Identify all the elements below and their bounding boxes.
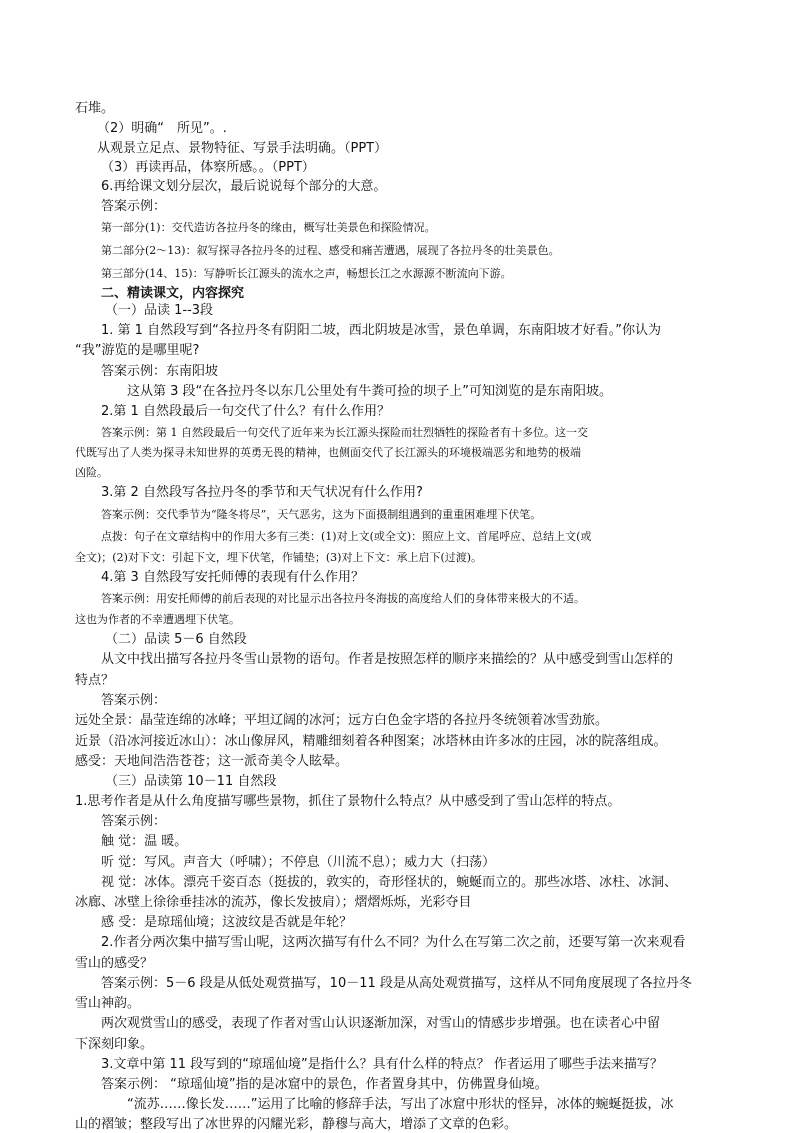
answer-text: 雪山神韵。 xyxy=(75,996,141,1011)
answer-text: 全文)；(2)对下文：引起下文，埋下伏笔，作铺垫；(3)对上下文：承上启下(过渡)。 xyxy=(75,551,483,564)
answer-text: 冰廊、冰壁上徐徐垂挂冰的流苏，像长发披肩）；熠熠烁烁，光彩夺目 xyxy=(75,895,472,910)
answer-text: 山的褶皱；整段写出了冰世界的闪耀光彩，静穆与高大，增添了文章的色彩。 xyxy=(75,1117,518,1132)
question-text: 2.第 1 自然段最后一句交代了什么？有什么作用？ xyxy=(101,404,390,419)
answer-text: 凶险。 xyxy=(75,466,108,479)
question-text: 雪山的感受？ xyxy=(75,956,154,971)
answer-text: 听 觉：写风。声音大（呼啸）；不停息（川流不息）；威力大（扫荡） xyxy=(101,855,496,870)
question-text: 3.第 2 自然段写各拉丹冬的季节和天气状况有什么作用? xyxy=(101,485,423,500)
text-line: 答案示例： xyxy=(101,199,167,214)
answer-text: 这从第 3 段“在各拉丹冬以东几公里处有牛粪可捡的坝子上”可知浏览的是东南阳坡。 xyxy=(127,384,613,399)
question-text: 1.思考作者是从什么角度描写哪些景物，抓住了景物什么特点？从中感受到了雪山怎样的特点。 xyxy=(75,794,621,809)
text-line: 6.再给课文划分层次，最后说说每个部分的大意。 xyxy=(101,179,387,194)
answer-text: 下深刻印象。 xyxy=(75,1037,154,1052)
subsection-heading: （一）品读 1--3段 xyxy=(105,303,214,318)
question-text: 从文中找出描写各拉丹冬雪山景物的语句。作者是按照怎样的顺序来描绘的？从中感受到雪山怎样的 xyxy=(101,652,674,667)
answer-text: 这也为作者的不幸遭遇埋下伏笔。 xyxy=(75,613,240,626)
question-text: 特点？ xyxy=(75,673,115,688)
answer-text: 代既写出了人类为探寻未知世界的英勇无畏的精神，也侧面交代了长江源头的环境极端恶劣和地势的极端 xyxy=(75,446,581,459)
answer-text: 视 觉：冰体。漂亮千姿百态（挺拔的，敦实的，奇形怪状的，蜿蜒而立的。那些冰塔、冰柱、冰洞、 xyxy=(101,875,678,890)
text-line: （3）再读再品，体察所感。。（PPT） xyxy=(101,160,315,175)
answer-text: 两次观赏雪山的感受，表现了作者对雪山认识逐渐加深，对雪山的情感步步增强。也在读者心中留 xyxy=(101,1016,661,1031)
question-text: 1. 第 1 自然段写到“各拉丹冬有阴阳二坡，西北阴坡是冰雪，景色单调，东南阳坡才好看。”你认为 xyxy=(101,323,662,338)
answer-text: 触 觉：温 暖。 xyxy=(101,834,188,849)
answer-text: 答案示例：第 1 自然段最后一句交代了近年来为长江源头探险而壮烈牺牲的探险者有十多位。这一交 xyxy=(101,426,588,439)
answer-text: 远处全景：晶莹连绵的冰峰；平坦辽阔的冰河；远方白色金字塔的各拉丹冬统领着冰雪劲旅。 xyxy=(75,713,609,728)
question-text: 3.文章中第 11 段写到的“琼瑶仙境”是指什么？具有什么样的特点？ 作者运用了哪些手法来描写？ xyxy=(101,1057,663,1072)
subsection-heading: （二）品读 5－6 自然段 xyxy=(105,632,247,647)
answer-text: 近景（沿冰河接近冰山）：冰山像屏风，精雕细刻着各种图案；冰塔林由许多冰的庄园，冰的院落组成。 xyxy=(75,734,667,749)
answer-text: 答案示例：5－6 段是从低处观赏描写，10－11 段是从高处观赏描写，这样从不同角度展现了各拉丹冬 xyxy=(101,976,692,991)
text-line: 石堆。 xyxy=(75,101,115,116)
text-line: （2）明确“ 所见”。. xyxy=(97,121,227,136)
question-text: “我”游览的是哪里呢? xyxy=(75,343,200,358)
answer-text: 感受：天地间浩浩苍苍；这一派奇美令人眩晕。 xyxy=(75,754,349,769)
subsection-heading: （三）品读第 10－11 自然段 xyxy=(105,774,277,789)
answer-text: 答案示例： xyxy=(101,693,167,708)
section-heading: 二、精读课文，内容探究 xyxy=(101,286,245,301)
text-line: 从观景立足点、景物特征、写景手法明确。（PPT） xyxy=(97,141,388,156)
answer-text: 答案示例： “琼瑶仙境”指的是冰窟中的景色，作者置身其中，仿佛置身仙境。 xyxy=(101,1077,548,1092)
answer-text: 点拨：句子在文章结构中的作用大多有三类：(1)对上文(或全文)：照应上文、首尾呼应、总结上文(或 xyxy=(101,530,592,543)
text-line: 第二部分(2～13)：叙写探寻各拉丹冬的过程、感受和痛苦遭遇，展现了各拉丹冬的壮美景色。 xyxy=(101,244,560,257)
question-text: 4.第 3 自然段写安托师傅的表现有什么作用？ xyxy=(101,570,364,585)
question-text: 2.作者分两次集中描写雪山呢，这两次描写有什么不同？为什么在写第二次之前，还要写第一次来观看 xyxy=(101,935,686,950)
answer-text: 答案示例：交代季节为“隆冬将尽”，天气恶劣，这为下面摄制组遇到的重重困难埋下伏笔。 xyxy=(101,508,542,521)
text-line: 第一部分(1)：交代造访各拉丹冬的缘由，概写壮美景色和探险情况。 xyxy=(101,221,436,234)
answer-text: 答案示例：用安托师傅的前后表现的对比显示出各拉丹冬海拔的高度给人们的身体带来极大的不适。 xyxy=(101,592,585,605)
answer-text: 答案示例： xyxy=(101,814,167,829)
answer-text: 答案示例：东南阳坡 xyxy=(101,364,219,379)
text-line: 第三部分(14、15)：写静听长江源头的流水之声，畅想长江之水源源不断流向下游。 xyxy=(101,267,512,280)
answer-text: “流苏……像长发……”运用了比喻的修辞手法，写出了冰窟中形状的怪异，冰体的蜿蜒挺拔，冰 xyxy=(127,1097,674,1112)
answer-text: 感 受：是琼瑶仙境；这波纹是否就是年轮？ xyxy=(101,915,353,930)
